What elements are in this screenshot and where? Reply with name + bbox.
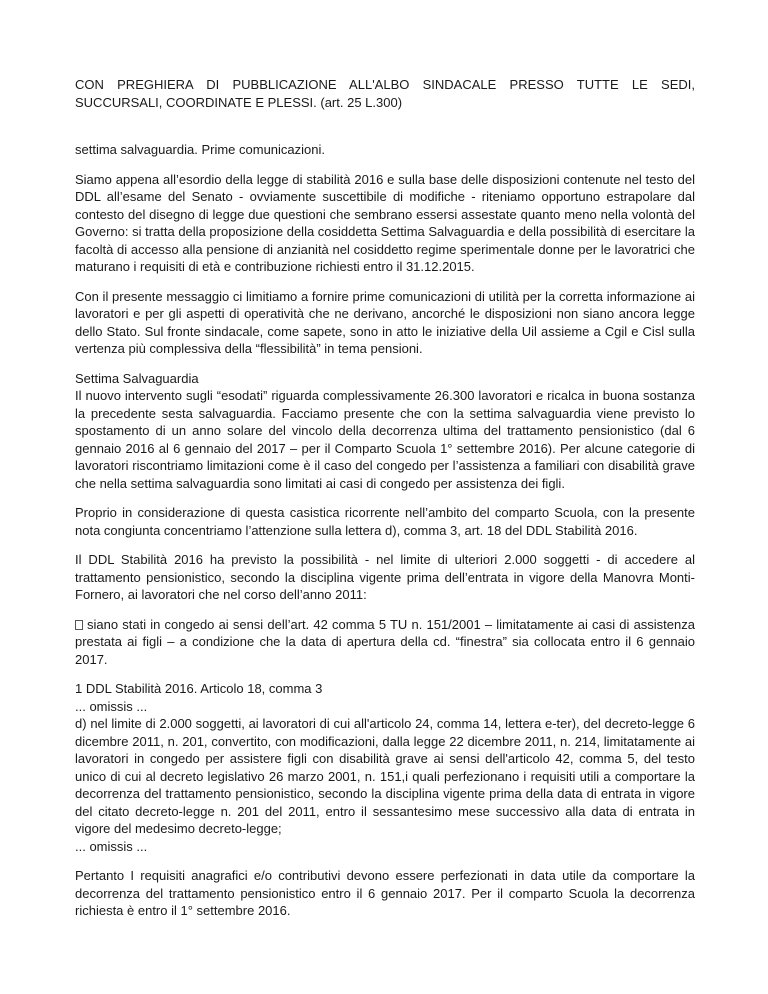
quote-title: 1 DDL Stabilità 2016. Articolo 18, comma 3 [75,681,323,696]
bullet-icon [75,620,83,630]
quote-omissis-end: ... omissis ... [75,838,148,854]
paragraph-lettera-d: Proprio in considerazione di questa casistica ricorrente nell’ambito del comparto Scuola, con la presente nota congiunta concentriamo l’attenzione sulla lettera d), comma 3, art. 18 del DDL Stabilità 2016. [75,505,695,538]
bullet-item [75,616,695,669]
section-title: Settima Salvaguardia [75,370,199,386]
paragraph-requisiti: Pertanto I requisiti anagrafici e/o contributivi devono essere perfezionati in data utile da comportare la decorrenza del trattamento pensionistico entro il 6 gennaio 2017. Per il comparto Scuola la decorrenza richiesta è entro il 1° settembre 2016. [75,868,695,918]
paragraph-ddl-stabilita: Il DDL Stabilità 2016 ha previsto la possibilità - nel limite di ulteriori 2.000 soggetti - di accedere al trattamento pensionistico, secondo la disciplina vigente prima dell’entrata in vigore della Manovra Monti-Fornero, ai lavoratori che nel corso dell’anno 2011: [75,552,695,602]
paragraph-intro: Siamo appena all’esordio della legge di stabilità 2016 e sulla base delle disposizioni contenute nel testo del DDL all’esame del Senato - ovviamente suscettibile di modifiche - riteniamo opportuno estrapolare dal contesto del disegno di legge due questioni che sembrano essersi assestate quanto meno nella volontà del Governo: si tratta della proposizione della cosiddetta Settima Salvaguardia e della possibilità di esercitare la facoltà di accesso alla pensione di anzianità nel cosiddetto regime sperimentale donne per le lavoratrici che maturano i requisiti di età e contribuzione richiesti entro il 31.12.2015. [75,171,696,274]
publication-notice: CON PREGHIERA DI PUBBLICAZIONE ALL'ALBO SINDACALE PRESSO TUTTE LE SEDI, SUCCURSALI, COORDINATE E PLESSI. (art. 25 L.300) [75,77,695,110]
document-page [75,76,695,932]
paragraph-esodati: Il nuovo intervento sugli “esodati” riguarda complessivamente 26.300 lavoratori e ricalca in buona sostanza la precedente sesta salvaguardia. Facciamo presente che con la settima salvaguardia viene previsto lo spostamento di un anno solare del vincolo della decorrenza ultima del trattamento pensionistico (dal 6 gennaio 2016 al 6 gennaio del 2017 – per il Comparto Scuola 1° settembre 2016). Per alcune categorie di lavoratori riscontriamo limitazioni come è il caso del congedo per l’assistenza a familiari con disabilità grave che nella settima salvaguardia sono limitati ai casi di congedo per assistenza dei figli. [75,388,695,491]
quoted-article [75,680,695,855]
section-settima-salvaguardia [75,370,695,493]
document-subject: settima salvaguardia. Prime comunicazioni. [75,142,325,157]
quote-body: d) nel limite di 2.000 soggetti, ai lavoratori di cui all'articolo 24, comma 14, lettera e-ter), del decreto-legge 6 dicembre 2011, n. 201, convertito, con modificazioni, dalla legge 22 dicembre 2011, n. 214, limitatamente ai lavoratori in congedo per assistere figli con disabilità grave ai sensi dell'articolo 42, comma 5, del testo unico di cui al decreto legislativo 26 marzo 2001, n. 151,i quali perfezionano i requisiti utili a comportare la decorrenza del trattamento pensionistico, secondo la disciplina vigente prima della data di entrata in vigore del citato decreto-legge n. 201 del 2011, entro il sessantesimo mese successivo alla data di entrata in vigore del medesimo decreto-legge; [75,716,695,836]
paragraph-communications: Con il presente messaggio ci limitiamo a fornire prime comunicazioni di utilità per la corretta informazione ai lavoratori e per gli aspetti di operatività che ne derivano, ancorché le disposizioni non siano ancora legge dello Stato. Sul fronte sindacale, come sapete, sono in atto le iniziative della Uil assieme a Cgil e Cisl sulla vertenza più complessiva della “flessibilità” in tema pensioni. [75,288,695,356]
bullet-text: siano stati in congedo ai sensi dell’art. 42 comma 5 TU n. 151/2001 – limitatamente ai casi di assistenza prestata ai figli – a condizione che la data di apertura della cd. “finestra” sia collocata entro il 6 gennaio 2017. [75,616,695,667]
quote-omissis-start: ... omissis ... [75,698,148,714]
